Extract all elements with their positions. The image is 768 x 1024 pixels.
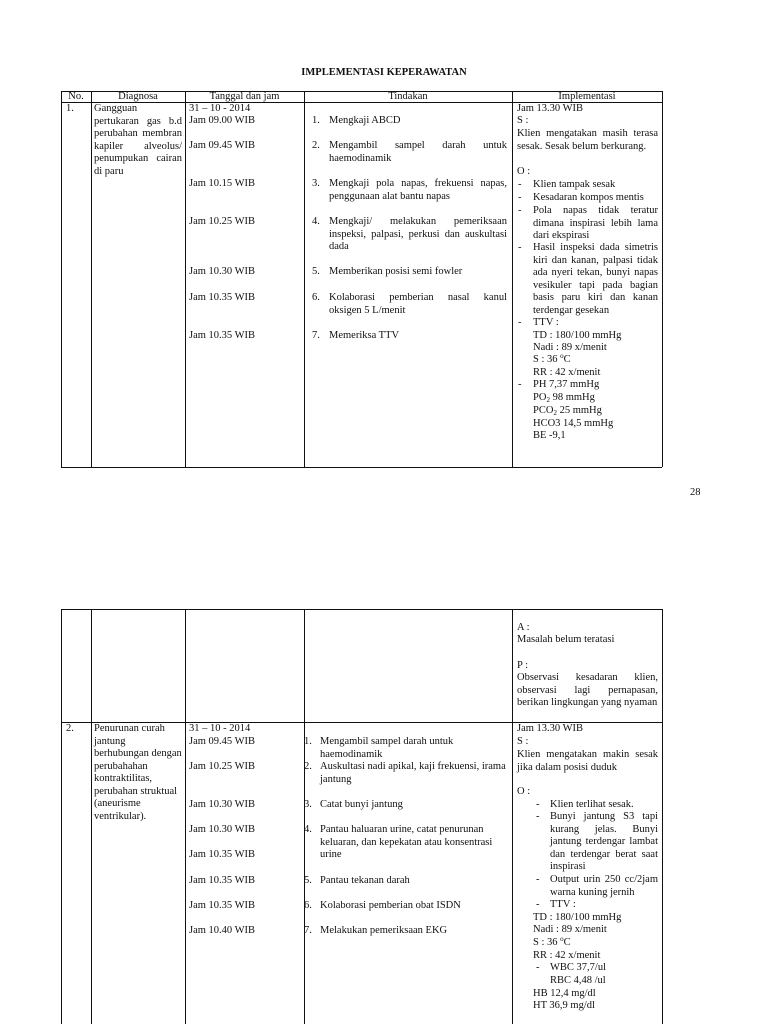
row2-time: Jam 10.40 WIB [189,925,256,936]
row2-ttv: Nadi : 89 x/menit [533,924,607,935]
header-tindakan: Tindakan [388,91,428,102]
bullet: - [536,811,540,822]
row2-impl-time: Jam 13.30 WIB [517,723,584,734]
row1-lab-pco2: $PCO_2$ 25 mmHg [533,405,602,417]
row2-o-label: O : [517,786,531,797]
row1-action: Mengambil sampel darah untuk haemodinamik [329,140,507,164]
row2-o-item: Output urin 250 cc/2jam warna kuning jernih [550,874,658,898]
row1-o-item: Klien tampak sesak [533,179,616,190]
action-number: 5. [304,875,312,886]
row2-action: Kolaborasi pemberian obat ISDN [320,900,461,911]
p-label: P : [517,660,528,671]
row2-time: Jam 10.30 WIB [189,824,256,835]
action-number: 2. [304,761,312,772]
row1-lab: BE -9,1 [533,430,566,441]
row1-action: Kolaborasi pemberian nasal kanul oksigen 5 L/menit [329,292,507,316]
action-number: 6. [304,900,312,911]
bullet: - [536,874,540,885]
row2-no: 2. [66,723,74,734]
row1-o-item: Hasil inspeksi dada simetris kiri dan kanan, palpasi tidak ada nyeri tekan, bunyi napas vesikuler tapi pada bagian basis paru kiri dan kanan terdengar gesekan [533,242,658,316]
action-number: 5. [312,266,320,277]
row2-ttv: RR : 42 x/menit [533,950,601,961]
row2-lab: HT 36,9 mg/dl [533,1000,595,1011]
action-number: 7. [304,925,312,936]
row1-s-label: S : [517,115,529,126]
row2-ttv: TD : 180/100 mmHg [533,912,622,923]
row1-time: Jam 09.45 WIB [189,140,256,151]
header-tanggal: Tanggal dan jam [209,91,280,102]
row2-s-text: Klien mengatakan makin sesak jika dalam posisi duduk [517,749,658,773]
action-number: 2. [312,140,320,151]
row2-action: Pantau tekanan darah [320,875,410,886]
row2-o-item: Klien terlihat sesak. [550,799,634,810]
action-number: 4. [304,824,312,835]
row1-s-text: Klien mengatakan masih terasa sesak. Sesak belum berkurang. [517,128,658,152]
a-text: Masalah belum teratasi [517,634,615,645]
row1-action: Mengkaji/ melakukan pemeriksaan inspeksi, palpasi, perkusi dan auskultasi dada [329,216,507,252]
row2-lab: HB 12,4 mg/dl [533,988,596,999]
row2-action: Pantau haluaran urine, catat penurunan keluaran, dan kepekatan atau konsentrasi urine [320,824,493,860]
row1-ttv: Nadi : 89 x/menit [533,342,607,353]
page-number: 28 [690,487,701,498]
row1-action: Mengkaji pola napas, frekuensi napas, penggunaan alat bantu napas [329,178,507,202]
row1-o-item: Pola napas tidak teratur dimana inspirasi lebih lama dari ekspirasi [533,205,658,241]
row1-time: Jam 10.35 WIB [189,292,256,303]
row1-ttv: RR : 42 x/menit [533,367,601,378]
bullet: - [518,192,522,203]
row1-time: Jam 10.15 WIB [189,178,256,189]
row1-o-item: Kesadaran kompos mentis [533,192,644,203]
row1-no: 1. [66,103,74,114]
row1-impl-time: Jam 13.30 WIB [517,103,584,114]
row2-action: Melakukan pemeriksaan EKG [320,925,448,936]
row1-o-item: TTV : [533,317,559,328]
row2-time: Jam 10.35 WIB [189,849,256,860]
page-title: IMPLEMENTASI KEPERAWATAN [301,67,467,78]
row1-lab-po2: $PO_2$ 98 mmHg [533,392,595,404]
row2-ttv-temp: S : 36 $^o$C [533,935,571,948]
bullet: - [518,205,522,216]
header-diagnosa: Diagnosa [118,91,158,102]
row2-time: Jam 10.35 WIB [189,900,256,911]
row2-o-item: TTV : [550,899,576,910]
bullet: - [536,962,540,973]
bullet: - [518,379,522,390]
row2-time: Jam 10.25 WIB [189,761,256,772]
row1-time: Jam 10.30 WIB [189,266,256,277]
action-number: 3. [304,799,312,810]
action-number: 3. [312,178,320,189]
row2-time: Jam 10.35 WIB [189,875,256,886]
action-number: 4. [312,216,320,227]
bullet: - [518,317,522,328]
row1-action: Memeriksa TTV [329,330,400,341]
row2-lab: RBC 4,48 /ul [550,975,606,986]
row1-o-label: O : [517,166,531,177]
row1-action: Mengkaji ABCD [329,115,401,126]
row2-s-label: S : [517,736,529,747]
row1-time: Jam 10.25 WIB [189,216,256,227]
bullet: - [518,242,522,253]
row1-ttv: TD : 180/100 mmHg [533,330,622,341]
bullet: - [536,899,540,910]
row2-lab: WBC 37,7/ul [550,962,607,973]
row1-time: Jam 10.35 WIB [189,330,256,341]
row2-o-item: Bunyi jantung S3 tapi kurang jelas. Bunyi jantung terdengar lambat dan terdengar berat saat inspirasi [550,811,658,872]
row1-tanggal: 31 – 10 - 2014 [189,103,251,114]
action-number: 1. [304,736,312,747]
header-implementasi: Implementasi [558,91,616,102]
row2-action: Auskultasi nadi apikal, kaji frekuensi, irama jantung [320,761,506,785]
row1-lab: PH 7,37 mmHg [533,379,600,390]
row2-time: Jam 09.45 WIB [189,736,256,747]
row1-ttv-temp: S : 36 $^o$C [533,352,571,365]
action-number: 6. [312,292,320,303]
row2-diagnosa: Penurunan curah jantung berhubungan dengan perubahahan kontraktilitas, perubahan struktual (aneurisme ventrikular). [94,723,182,822]
bullet: - [536,799,540,810]
row2-time: Jam 10.30 WIB [189,799,256,810]
row1-action: Memberikan posisi semi fowler [329,266,463,277]
row1-time: Jam 09.00 WIB [189,115,256,126]
action-number: 1. [312,115,320,126]
row2-action: Mengambil sampel darah untuk haemodinamik [320,736,454,760]
row2-action: Catat bunyi jantung [320,799,403,810]
a-label: A : [517,622,530,633]
row1-lab: HCO3 14,5 mmHg [533,418,614,429]
row1-diagnosa: Gangguan pertukaran gas b.d perubahan membran kapiler alveolus/ penumpukan cairan di paru [94,103,182,177]
bullet: - [518,179,522,190]
p-text: Observasi kesadaran klien, observasi lagi pernapasan, berikan lingkungan yang nyaman [517,672,658,708]
header-no: No. [68,91,84,102]
action-number: 7. [312,330,320,341]
row2-tanggal: 31 – 10 - 2014 [189,723,251,734]
